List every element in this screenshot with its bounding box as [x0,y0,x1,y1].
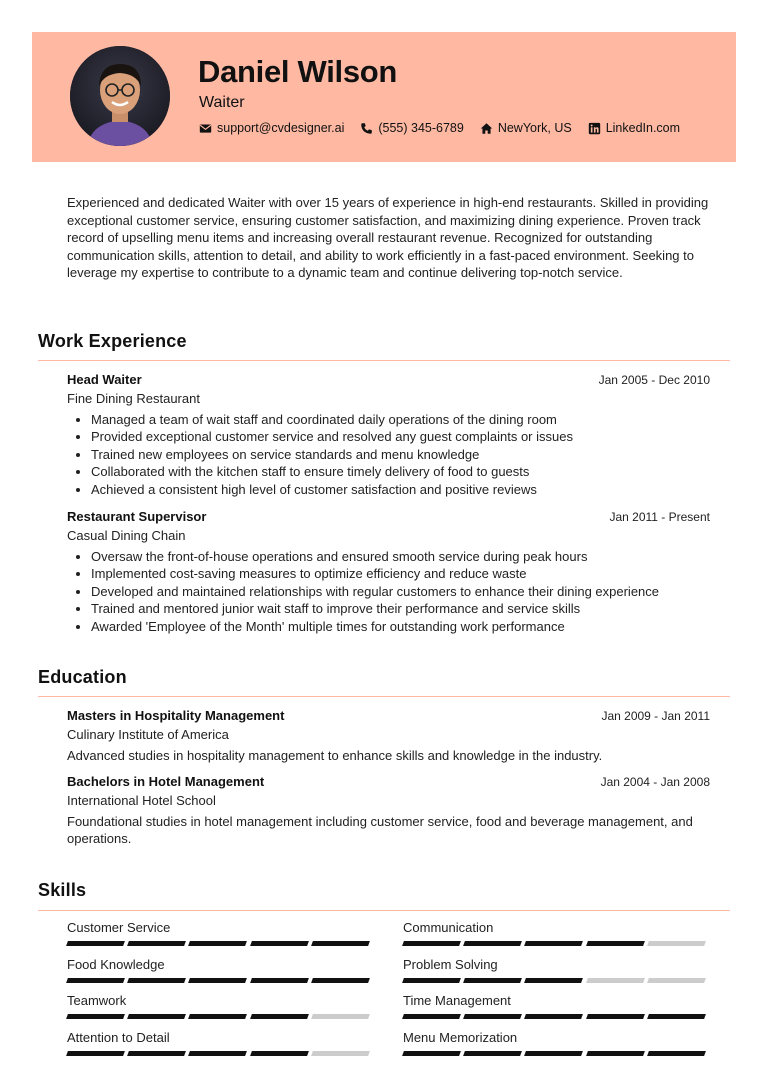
job-bullet: • Trained and mentored junior wait staff to improve their performance and service skills [91,600,710,617]
skill-level-empty [586,978,645,983]
contact-email[interactable] [199,121,344,135]
degree-description: Advanced studies in hospitality management to enhance skills and knowledge in the industry. [67,748,603,763]
skill-level-filled [188,1051,247,1056]
degree-title: Bachelors in Hotel Management [67,774,265,789]
job-title: Head Waiter [67,372,142,387]
job-title: Restaurant Supervisor [67,509,207,524]
skill-level-filled [586,941,645,946]
candidate-role: Waiter [199,94,245,111]
phone-text: (555) 345-6789 [378,121,464,135]
job-bullet: • Implemented cost-saving measures to optimize efficiency and reduce waste [91,565,710,582]
skill-level-filled [188,978,247,983]
skill-level-filled [250,941,309,946]
skill-item [403,957,709,983]
skill-name: Problem Solving [403,957,498,972]
job-employer: Fine Dining Restaurant [67,391,200,406]
candidate-name: Daniel Wilson [198,54,398,89]
skill-level-filled [463,1014,522,1019]
skill-item [403,1030,709,1056]
skill-item [403,920,709,946]
skill-level-filled [188,941,247,946]
contact-linkedin[interactable] [588,121,680,135]
job-bullet: • Achieved a consistent high level of customer satisfaction and positive reviews [91,481,710,498]
job-bullet: • Oversaw the front-of-house operations and ensured smooth service during peak hours [91,548,710,565]
skill-item [67,1030,373,1056]
skill-level-empty [647,978,706,983]
skill-name: Attention to Detail [67,1030,170,1045]
skill-level-filled [524,1051,583,1056]
skill-name: Food Knowledge [67,957,165,972]
job-bullet: • Provided exceptional customer service and resolved any guest complaints or issues [91,428,710,445]
skill-level-filled [463,978,522,983]
skill-level-filled [311,941,370,946]
location-text: NewYork, US [497,121,572,135]
section-divider [38,910,730,911]
skill-level-bar [67,978,373,983]
envelope-icon [199,122,212,135]
skill-name: Time Management [403,993,511,1008]
job-bullet: • Trained new employees on service standards and menu knowledge [91,446,710,463]
skill-level-filled [66,978,125,983]
skill-level-filled [463,941,522,946]
skill-level-bar [403,1051,709,1056]
skills-heading: Skills [38,880,87,900]
skill-level-empty [311,1014,370,1019]
skill-item [67,993,373,1019]
skill-item [67,920,373,946]
skill-level-filled [463,1051,522,1056]
job-bullet: • Managed a team of wait staff and coordinated daily operations of the dining room [91,411,710,428]
job-dates: Jan 2011 - Present [609,510,710,524]
skill-level-bar [67,1051,373,1056]
skill-level-filled [311,978,370,983]
job-entry [67,372,710,498]
skill-level-filled [402,941,461,946]
skill-level-filled [66,941,125,946]
job-bullet: • Developed and maintained relationships with regular customers to enhance their dining experience [91,583,710,600]
skill-name: Teamwork [67,993,127,1008]
skill-level-filled [66,1051,125,1056]
skill-level-filled [127,1051,186,1056]
skill-level-filled [524,1014,583,1019]
skill-level-filled [127,978,186,983]
linkedin-icon [588,122,601,135]
contact-location [480,121,572,135]
skill-level-filled [402,978,461,983]
home-icon [480,122,493,135]
skill-level-bar [67,1014,373,1019]
job-bullets [67,411,710,498]
school-name: Culinary Institute of America [67,727,229,742]
skill-level-filled [647,1014,706,1019]
job-bullets [67,548,710,635]
email-text: support@cvdesigner.ai [217,121,345,135]
skill-level-filled [250,1051,309,1056]
skill-level-bar [403,1014,709,1019]
skill-level-filled [402,1014,461,1019]
skill-level-bar [403,941,709,946]
section-divider [38,696,730,697]
skill-level-empty [647,941,706,946]
skill-level-filled [586,1051,645,1056]
school-name: International Hotel School [67,793,216,808]
job-employer: Casual Dining Chain [67,528,186,543]
skill-level-filled [402,1051,461,1056]
work-experience-heading: Work Experience [38,331,187,351]
skill-level-filled [647,1051,706,1056]
education-entry [67,708,710,764]
skill-level-filled [524,978,583,983]
skill-level-filled [250,978,309,983]
skill-level-filled [66,1014,125,1019]
degree-dates: Jan 2004 - Jan 2008 [600,775,710,789]
job-bullet: • Awarded 'Employee of the Month' multiple times for outstanding work performance [91,618,710,635]
skill-level-filled [127,941,186,946]
resume-header [32,32,736,162]
degree-description: Foundational studies in hotel management including customer service, food and beverage management, and operations. [67,814,693,847]
education-heading: Education [38,667,127,687]
contact-row [199,121,696,135]
skill-name: Customer Service [67,920,171,935]
skill-level-bar [403,978,709,983]
section-divider [38,360,730,361]
skill-name: Menu Memorization [403,1030,518,1045]
linkedin-text: LinkedIn.com [605,121,681,135]
job-dates: Jan 2005 - Dec 2010 [598,373,710,387]
skill-level-filled [250,1014,309,1019]
degree-title: Masters in Hospitality Management [67,708,285,723]
job-bullet: • Collaborated with the kitchen staff to ensure timely delivery of food to guests [91,463,710,480]
skill-name: Communication [403,920,494,935]
contact-phone[interactable] [360,121,463,135]
professional-summary: Experienced and dedicated Waiter with over 15 years of experience in high-end restaurants. Skilled in providing exceptional customer service, ensuring customer satisfaction, and maximizing dining experience. Proven track record of upselling menu items and increasing overall restaurant revenue. Recognized for outstanding communication skills, attention to detail, and ability to work efficiently in a fast-paced environment. Seeking to leverage my expertise to contribute to a dynamic team and continue delivering top-notch service. [67,195,709,281]
skill-level-filled [586,1014,645,1019]
job-entry [67,509,710,635]
degree-dates: Jan 2009 - Jan 2011 [601,709,710,723]
skill-level-empty [311,1051,370,1056]
skill-level-filled [127,1014,186,1019]
skill-level-bar [67,941,373,946]
skill-level-filled [524,941,583,946]
profile-photo [70,46,170,146]
skill-level-filled [188,1014,247,1019]
skill-item [403,993,709,1019]
education-entry [67,774,710,848]
skill-item [67,957,373,983]
phone-icon [360,122,373,135]
